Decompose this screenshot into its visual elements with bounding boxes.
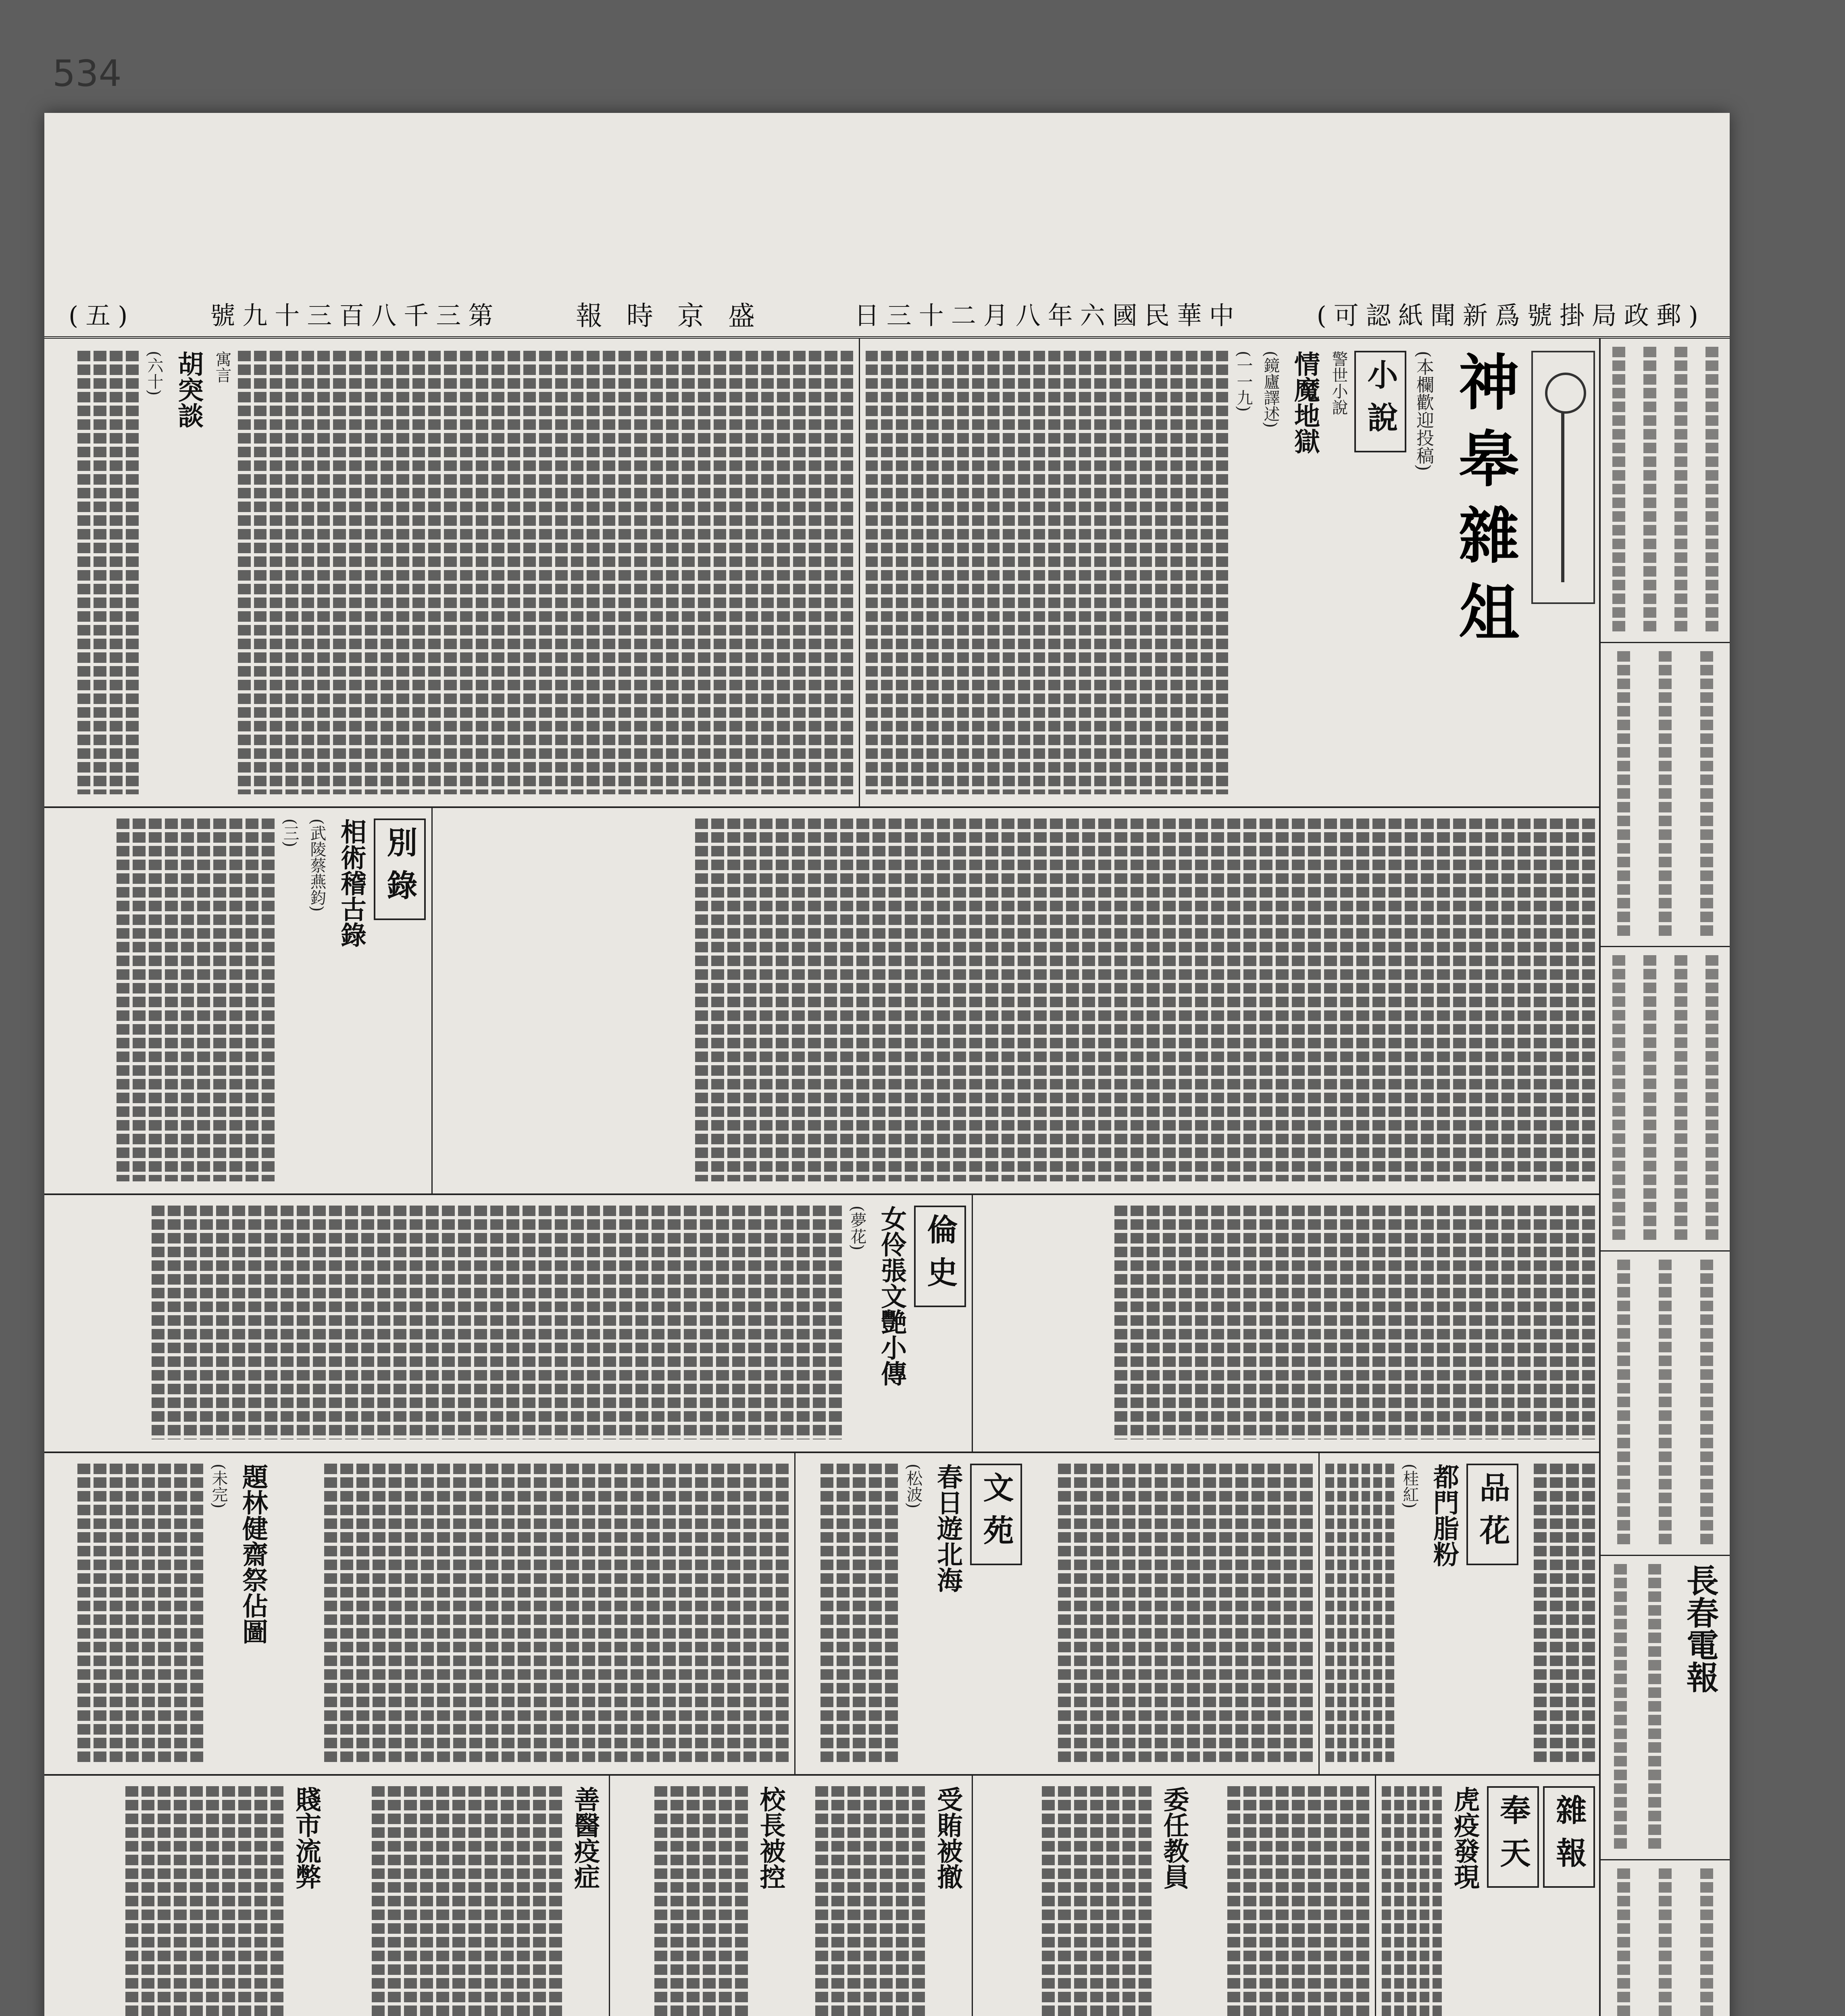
advert-box [1601, 947, 1730, 1252]
row-3 [44, 1193, 1601, 1453]
novel-cont-laughs [44, 339, 859, 806]
row-4 [44, 1452, 1601, 1776]
header-date: 日三十二月八年六國民華中 [854, 300, 1241, 330]
novel-text-cont [238, 351, 853, 794]
newspaper-page [44, 52, 1730, 2016]
novel-text [866, 351, 1228, 794]
poems-column [44, 1452, 794, 1774]
novel-text-2 [438, 818, 1595, 1181]
header-page: (五) [69, 300, 135, 330]
section-flowers: 品花 [1466, 1464, 1518, 1565]
jiao-title: 賤市流弊 [291, 1786, 321, 1889]
novel-num: (一一九) [1234, 351, 1253, 412]
lady-title: 女伶張文艷小傳 [877, 1206, 907, 1386]
news-column-a [972, 1774, 1375, 2016]
masthead-novel [859, 339, 1601, 806]
tilin-title: 題林健齋祭佔圖 [238, 1464, 268, 1644]
flower-decoration-icon [1531, 351, 1595, 604]
section-biji: 別錄 [374, 818, 426, 920]
news-text-b [793, 1786, 925, 2016]
spring-author: (松波) [904, 1464, 922, 1509]
novel-author: (鏡廬譯述) [1261, 351, 1280, 428]
xiangshu-num: (三) [281, 818, 299, 848]
advert-column [1599, 339, 1730, 2016]
lady-text [50, 1206, 842, 1439]
news-column-c [44, 1774, 609, 2016]
news-text-a [1197, 1786, 1370, 2016]
news-text-c2 [50, 1786, 283, 2016]
header-paper: 報時京盛 [576, 300, 779, 331]
shou-title: 受賄被撤 [933, 1786, 963, 1889]
plague-title: 虎疫發現 [1449, 1786, 1480, 1889]
laughs-num: (六十) [145, 351, 163, 396]
xiangshu-title: 相術稽古錄 [336, 818, 367, 948]
zazhi-column [1375, 1774, 1601, 2016]
fenmen-title: 都門脂粉 [1429, 1464, 1459, 1567]
margin-note: 534 [52, 52, 122, 95]
header-issue: 號九十三百八千三第 [210, 300, 501, 330]
section-zazhi: 雜報 [1543, 1786, 1595, 1888]
spring-title: 春日遊北海 [933, 1464, 963, 1593]
poems-text [275, 1464, 789, 1762]
flowers-text-a [1522, 1464, 1595, 1762]
advert-box [1601, 1252, 1730, 1556]
novel-cont-3 [972, 1193, 1601, 1452]
news-text-c [329, 1786, 562, 2016]
flowers-column [1318, 1452, 1601, 1774]
plague-text [1382, 1786, 1442, 2016]
xiangshu-author: (武陵蔡燕鈞) [308, 818, 326, 912]
history-column [44, 1193, 972, 1452]
masthead-note: (本欄歡迎投稿) [1413, 351, 1434, 471]
novel-cont-2 [431, 806, 1601, 1193]
xiangshu-text [50, 818, 275, 1181]
header-reg: (可認紙聞新爲號掛局政郵) [1316, 300, 1705, 330]
news-text-a2 [979, 1786, 1152, 2016]
section-fengtian: 奉天 [1487, 1786, 1539, 1888]
main-content [44, 339, 1601, 2016]
wenyuan-column [794, 1452, 1318, 1774]
news-text-b2 [616, 1786, 748, 2016]
laughs-text [50, 351, 139, 794]
tilin-text [50, 1464, 203, 1762]
novel-tag: 警世小說 [1329, 351, 1348, 415]
section-history: 倫史 [914, 1206, 966, 1307]
page-header [44, 290, 1730, 339]
novel-text-3 [979, 1206, 1595, 1439]
changchun-title: 長春電報 [1681, 1564, 1719, 1693]
fenmen-author: (桂紅) [1400, 1464, 1419, 1509]
flowers-text-b [1026, 1464, 1313, 1762]
novel-title: 情魔地獄 [1290, 351, 1320, 454]
laughs-tag: 寓言 [213, 351, 231, 383]
tilin-num: (未完) [209, 1464, 228, 1509]
row-2 [44, 806, 1601, 1195]
section-novel: 小說 [1354, 351, 1406, 452]
advert-box [1601, 643, 1730, 948]
biji-column [44, 806, 431, 1193]
lady-author: (夢花) [848, 1206, 866, 1251]
shan-title: 善醫疫症 [570, 1786, 600, 1889]
flowers-text [1325, 1464, 1394, 1762]
news-column-b [609, 1774, 972, 2016]
section-wenyuan: 文苑 [970, 1464, 1022, 1565]
row-5 [44, 1774, 1601, 2016]
masthead-title: 神皋雜俎 [1448, 351, 1519, 657]
xuezhang-title: 校長被控 [755, 1786, 786, 1889]
wei-title: 委任教員 [1159, 1786, 1189, 1889]
spring-text [801, 1464, 898, 1762]
advert-box [1601, 339, 1730, 643]
row-1 [44, 339, 1601, 808]
laughs-title: 胡突談 [173, 351, 204, 428]
changchun-telegram [1601, 1556, 1730, 1860]
advert-box [1601, 1860, 1730, 2016]
